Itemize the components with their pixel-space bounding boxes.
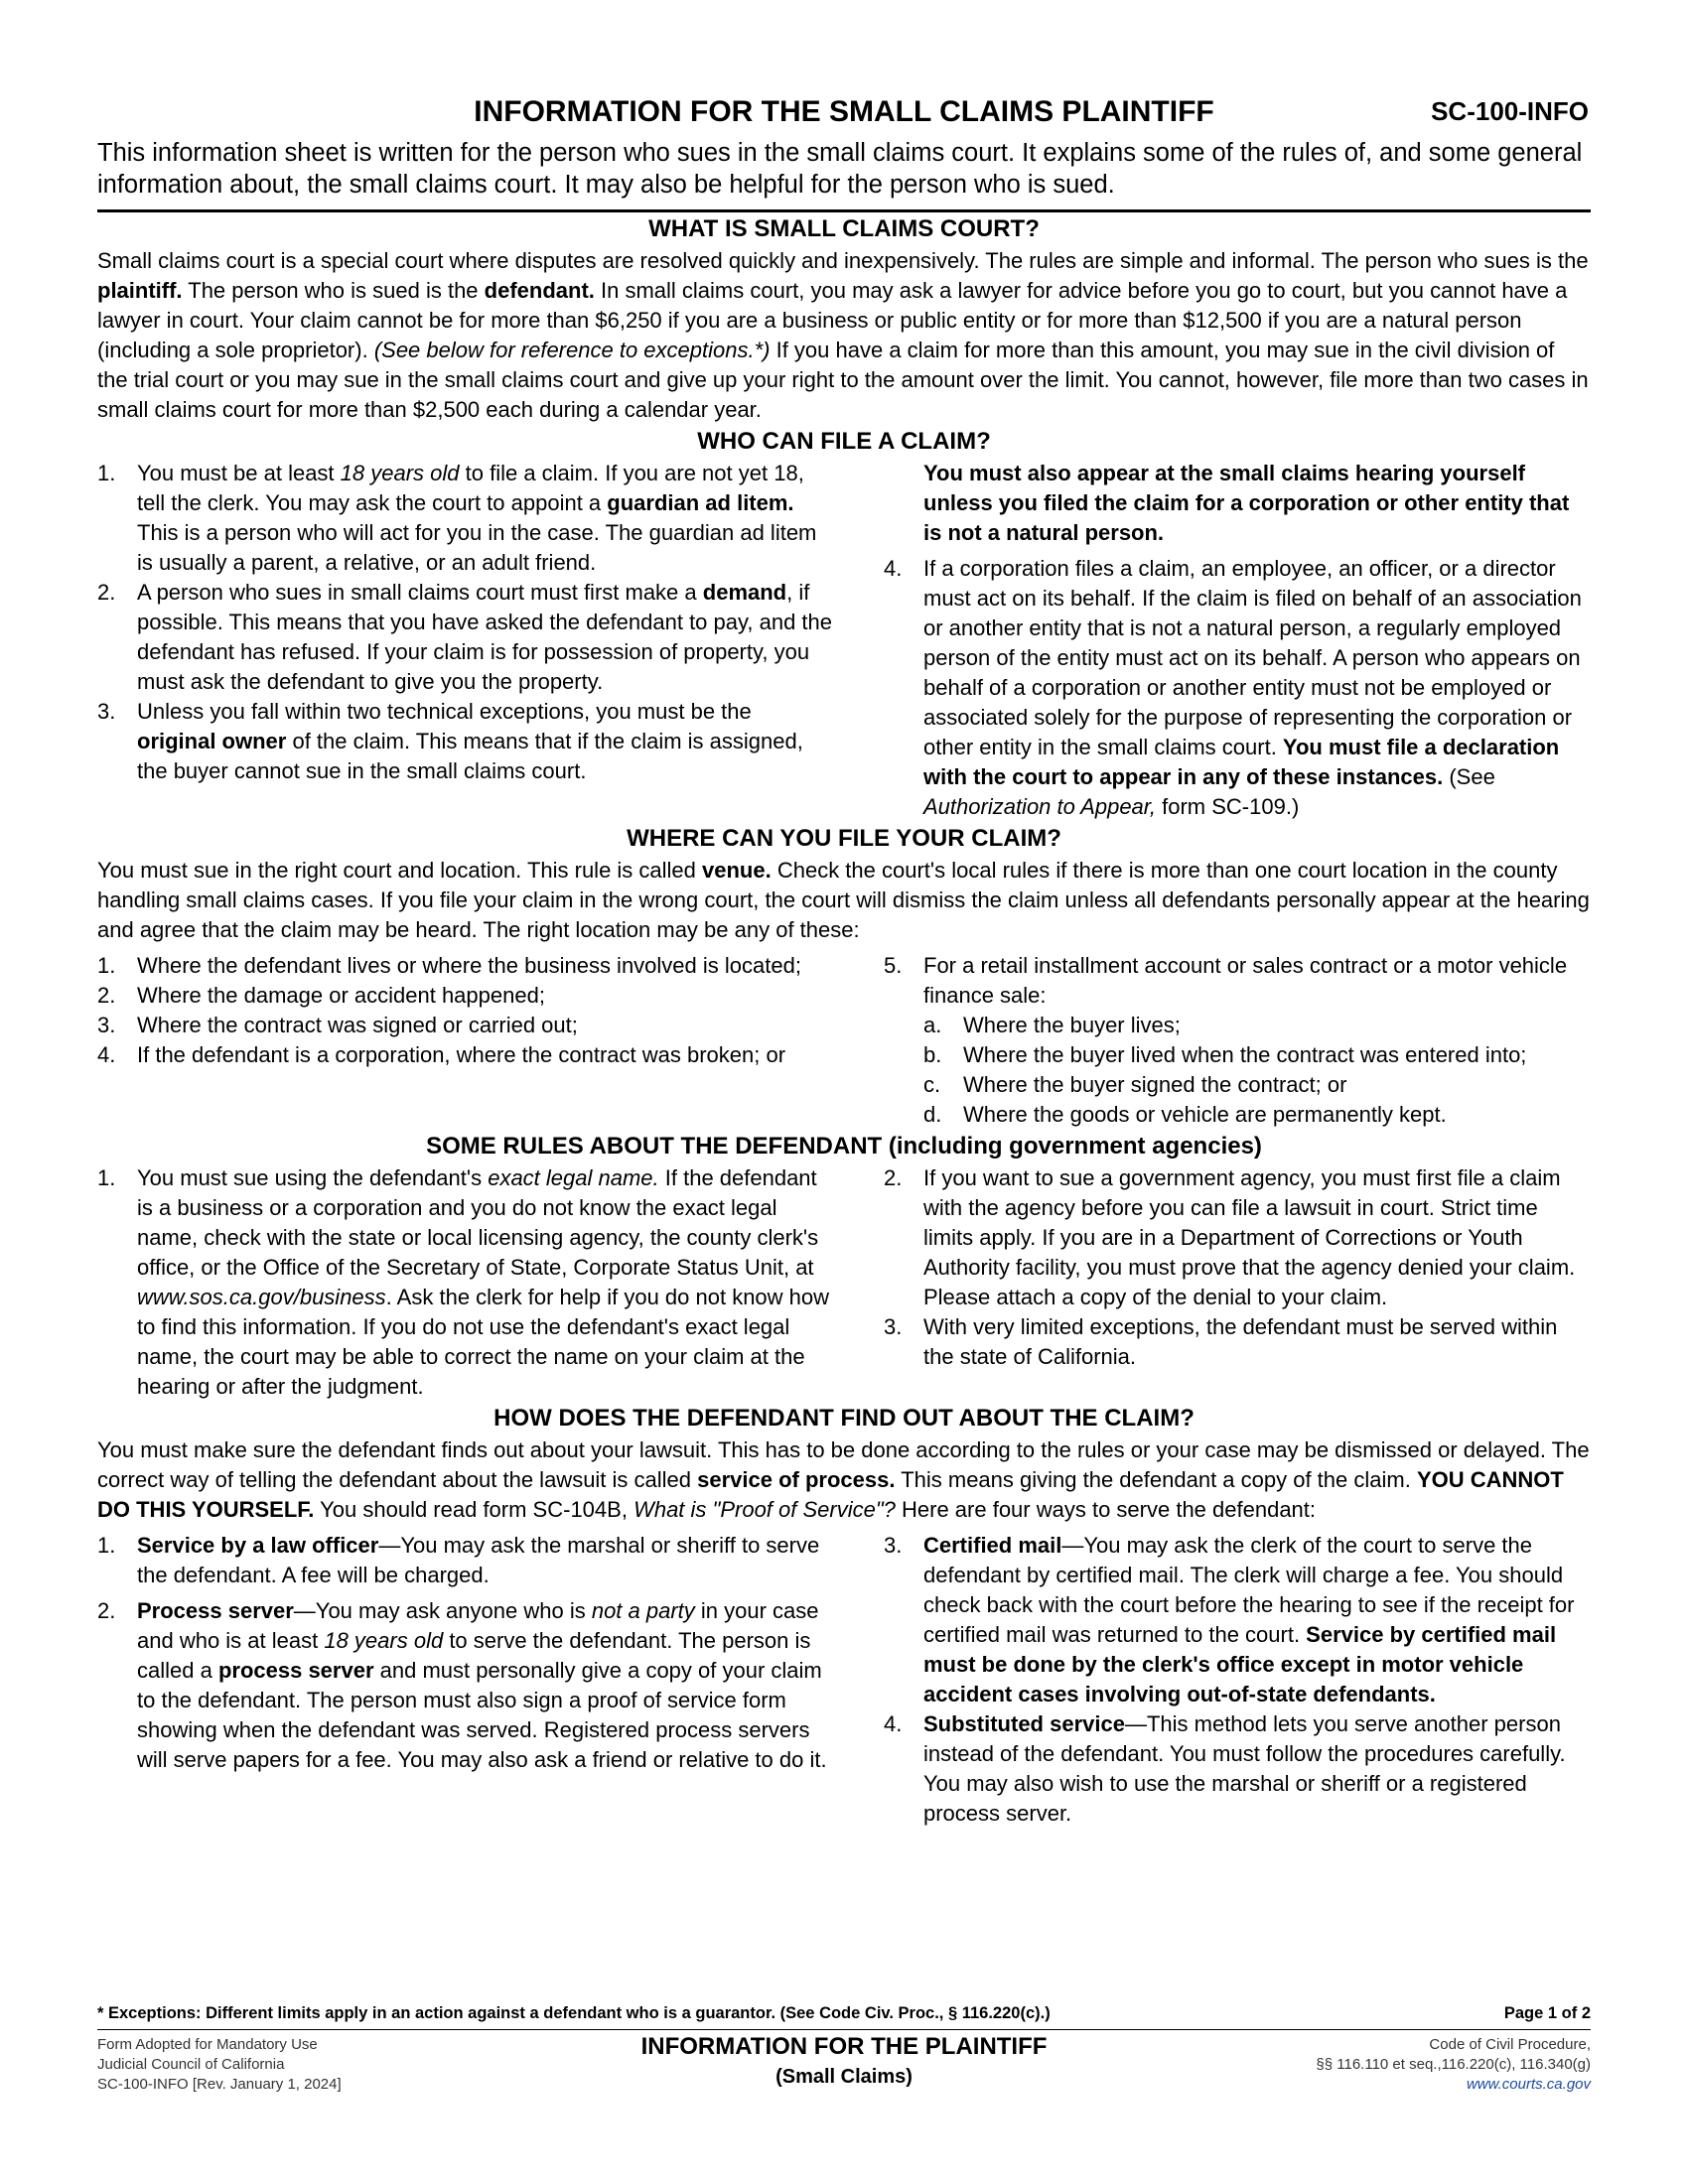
venue-paragraph: You must sue in the right court and location. This rule is called venue. Check the court's local rules if there is more than one court location in the county handling small claims cases. If you file your claim in the wrong court, the court will dismiss the claim unless all defendants personally appear at the hearing and agree that the claim may be heard. The right location may be any of these: — [97, 858, 1590, 942]
section-heading-what-is: WHAT IS SMALL CLAIMS COURT? — [648, 215, 1040, 242]
footer-form-info — [97, 2035, 342, 2095]
sub-list-item: b. Where the buyer lived when the contract was entered into; — [923, 1042, 1527, 1067]
list-item: 3. Where the contract was signed or carried out; — [97, 1013, 578, 1037]
section-heading-who-can-file: WHO CAN FILE A CLAIM? — [697, 428, 991, 455]
list-item: 2. If you want to sue a government agency, you must first file a claim with the agency before you can file a lawsuit in court. Strict time limits apply. If you are in a Department of Corrections or Youth Authority facility, you must prove that the agency denied your claim. Please attach a copy of the denial to your claim. — [884, 1165, 1576, 1309]
list-item: 1. Where the defendant lives or where the business involved is located; — [97, 953, 801, 978]
form-number: SC-100-INFO — [1431, 96, 1589, 126]
footer-legal-ref — [1316, 2035, 1591, 2095]
courts-website-link[interactable]: www.courts.ca.gov — [1466, 2076, 1591, 2093]
section-heading-where-file: WHERE CAN YOU FILE YOUR CLAIM? — [627, 825, 1061, 852]
footer-right-line: Code of Civil Procedure, — [1429, 2036, 1591, 2053]
sub-list-item: a. Where the buyer lives; — [923, 1013, 1181, 1037]
footer-left-line: Judicial Council of California — [97, 2056, 285, 2073]
list-item: 1. Service by a law officer—You may ask the marshal or sheriff to serve the defendant. A fee will be charged. — [97, 1533, 820, 1587]
exceptions-footnote: * Exceptions: Different limits apply in an action against a defendant who is a guarantor. (See Code Civ. Proc., § 116.220(c).) — [97, 2004, 1051, 2022]
form-body — [97, 212, 1591, 1829]
footer-title-main: INFORMATION FOR THE PLAINTIFF — [640, 2033, 1048, 2060]
section-heading-defendant-rules: SOME RULES ABOUT THE DEFENDANT (including government agencies) — [426, 1133, 1262, 1160]
list-item: 3. With very limited exceptions, the defendant must be served within the state of California. — [884, 1314, 1558, 1369]
footer-divider — [97, 2029, 1591, 2030]
appearance-notice: You must also appear at the small claims hearing yourself unless you filed the claim for a corporation or other entity that is not a natural person. — [923, 461, 1570, 545]
sub-list-item: c. Where the buyer signed the contract; or — [923, 1072, 1347, 1097]
list-item: 2. Process server—You may ask anyone who is not a party in your case and who is at least 18 years old to serve the defendant. The person is called a process server and must personally give a copy of your claim to the defendant. The person must also sign a proof of service form showing when the defendant was served. Registered process servers will serve papers for a fee. You may also ask a friend or relative to do it. — [97, 1598, 827, 1772]
list-item: 4. If a corporation files a claim, an employee, an officer, or a director must act on its behalf. If the claim is filed on behalf of an association or another entity that is not a natural person, a regularly employed person of the entity must act on its behalf. A person who appears on behalf of a corporation or another entity must not be employed or associated solely for the purpose of representing the corporation or other entity in the small claims court. You must file a declaration with the court to appear in any of these instances. (See Authorization to Appear, form SC-109.) — [884, 556, 1582, 819]
footer-title-sub: (Small Claims) — [775, 2066, 913, 2088]
list-item: 1. You must sue using the defendant's exact legal name. If the defendant is a business or a corporation and you do not know the exact legal name, check with the state or local licensing agency, the county clerk's office, or the Office of the Secretary of State, Corporate Status Unit, at www.sos.ca.gov/business. Ask the clerk for help if you do not know how to find this information. If you do not use the defendant's exact legal name, the court may be able to correct the name on your claim at the hearing or after the judgment. — [97, 1165, 830, 1399]
footer-left-line: SC-100-INFO [Rev. January 1, 2024] — [97, 2076, 342, 2093]
list-item: 3. Unless you fall within two technical exceptions, you must be the original owner of the claim. This means that if the claim is assigned, the buyer cannot sue in the small claims court. — [97, 699, 803, 783]
list-item: 4. Substituted service—This method lets you serve another person instead of the defendant. You must follow the procedures carefully. You may also wish to use the marshal or sheriff or a registered process server. — [884, 1711, 1566, 1826]
section-heading-service: HOW DOES THE DEFENDANT FIND OUT ABOUT THE CLAIM? — [493, 1405, 1195, 1432]
footer-title — [496, 2031, 1192, 2091]
service-paragraph: You must make sure the defendant finds out about your lawsuit. This has to be done according to the rules or your case may be dismissed or delayed. The correct way of telling the defendant about the lawsuit is called service of process. This means giving the defendant a copy of the claim. YOU CANNOT DO THIS YOURSELF. You should read form SC-104B, What is "Proof of Service"? Here are four ways to serve the defendant: — [97, 1437, 1590, 1522]
page-title: INFORMATION FOR THE SMALL CLAIMS PLAINTIFF — [474, 95, 1214, 128]
list-item: 3. Certified mail—You may ask the clerk of the court to serve the defendant by certified mail. The clerk will charge a fee. You should check back with the court before the hearing to see if the receipt for certified mail was returned to the court. Service by certified mail must be done by the clerk's office except in motor vehicle accident cases involving out-of-state defendants. — [884, 1533, 1575, 1706]
list-item: 4. If the defendant is a corporation, where the contract was broken; or — [97, 1042, 786, 1067]
footer-right-line: §§ 116.110 et seq.,116.220(c), 116.340(g) — [1316, 2056, 1591, 2073]
list-item: 5. For a retail installment account or sales contract or a motor vehicle finance sale: a. Where the buyer lives; b. Where the buyer lived when the contract was entered into; c. Where the buyer signed the contract; or d. Where the goods or vehicle are permanently kept. — [884, 951, 1591, 1130]
list-item: 2. A person who sues in small claims court must first make a demand, if possible. This means that you have asked the defendant to pay, and the defendant has refused. If your claim is for possession of property, you must ask the defendant to give you the property. — [97, 580, 832, 694]
list-item: 2. Where the damage or accident happened; — [97, 983, 545, 1008]
page-number: Page 1 of 2 — [1503, 2004, 1591, 2022]
list-item: 1. You must be at least 18 years old to file a claim. If you are not yet 18, tell the clerk. You may ask the court to appoint a guardian ad litem. This is a person who will act for you in the case. The guardian ad litem is usually a parent, a relative, or an adult friend. — [97, 461, 817, 575]
footer-left-line: Form Adopted for Mandatory Use — [97, 2036, 318, 2053]
sub-list-item: d. Where the goods or vehicle are permanently kept. — [923, 1102, 1447, 1127]
what-is-paragraph: Small claims court is a special court where disputes are resolved quickly and inexpensively. The rules are simple and informal. The person who sues is the plaintiff. The person who is sued is the defendant. In small claims court, you may ask a lawyer for advice before you go to court, but you cannot have a lawyer in court. Your claim cannot be for more than $6,250 if you are a business or public entity or for more than $12,500 if you are a natural person (including a sole proprietor). (See below for reference to exceptions.*) If you have a claim for more than this amount, you may sue in the civil division of the trial court or you may sue in the small claims court and give up your right to the amount over the limit. You cannot, however, file more than two cases in small claims court for more than $2,500 each during a calendar year. — [97, 248, 1589, 422]
intro-paragraph: This information sheet is written for the person who sues in the small claims court. It explains some of the rules of, and some general information about, the small claims court. It may also be helpful for the person who is sued. — [97, 139, 1583, 199]
